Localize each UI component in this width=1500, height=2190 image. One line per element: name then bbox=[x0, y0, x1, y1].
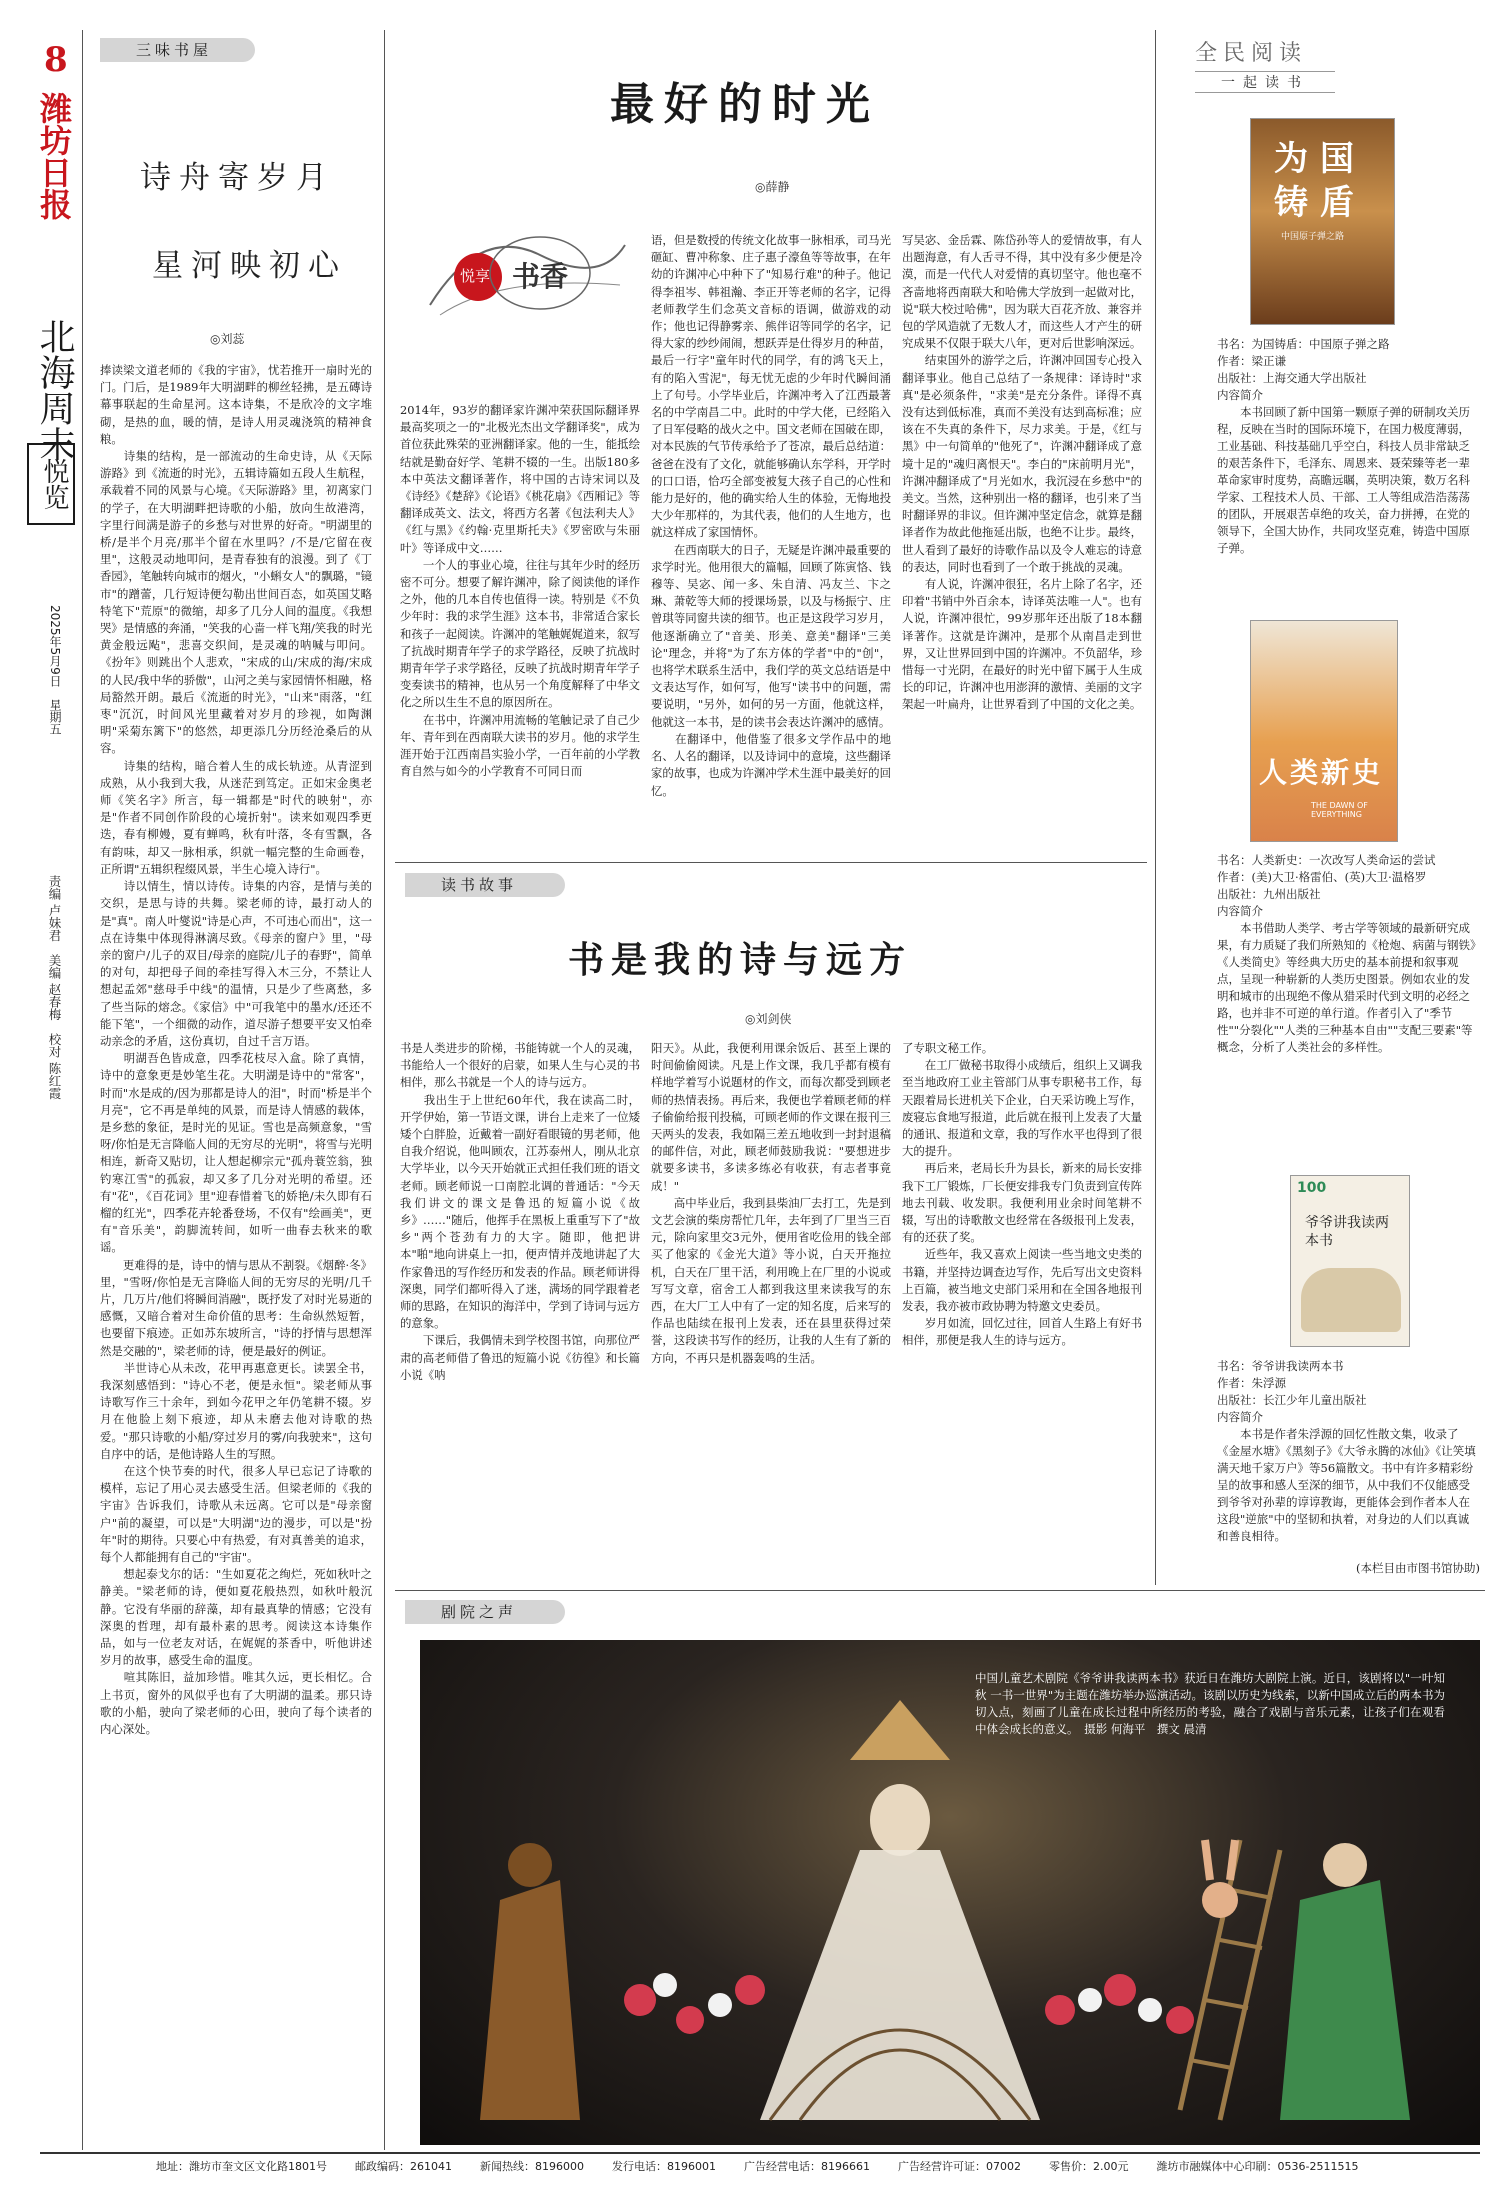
stamp-label: 书香 bbox=[512, 260, 569, 293]
paper-name-logo: 潍坊日报 bbox=[35, 92, 73, 220]
book-cover-1-sub: 中国原子弹之路 bbox=[1281, 232, 1345, 242]
book-cover-2-title: 人类新史 bbox=[1259, 756, 1384, 789]
poem-article-body: 捧读梁文道老师的《我的宇宙》，忧若推开一扇时光的门。门后，是1989年大明湖畔的柳丝轻拂，是五磚诗幕事联起的生命星河。这本诗集，不是欣冷的文字堆砌，是热的血，暖的情，是诗人用灵魂浇筑的精神食粮。 诗集的结构，是一部流动的生命史诗，从《天际游路》到《流逝的时光》，五辑诗篇如五段人生航程，承载着不同的风景与心境。《天际游路》里，初离家门的学子，在大明湖畔把诗歌的小船，放向生故港湾，字里行间满是游子的乡愁与对世界的好奇。"明湖里的桥/是半个月亮/那半个留在水里吗？/不是/它留在夜里"，这般灵动地叩问，是青春独有的浪漫。到了《丁香园》，笔触转向城市的烟火，"小蝌女人"的飘璐，"镜市"的蹭蕾，几行短诗便勾勒出世间百态，如英国艾略特笔下"荒原"的微缩，却多了几分人间的温度。《我想哭》是情感的奔涌，"笑我的心啬一样飞翔/笑我的时光黄金般远飐"，悲喜交织间，是灵魂的呐喊与叩问。《扮年》则跳出个人悲欢，"宋成的山/宋成的海/宋成的人民/我中华的骄傲"，山河之美与家园情怀相融，格局豁然开朗。最后《流逝的时光》，"山来"雨落，"红枣"沉沉，时间风光里藏着对岁月的珍视，如陶渊明"采菊东篱下"的悠然，却更添几分历经沧桑后的从容。 诗集的结构，暗合着人生的成长轨迹。从青涩到成熟，从小我到大我，从迷茫到笃定。正如宋金奥老师《笑名字》所言，每一辑都是"时代的映射"，亦是"作者不同创作阶段的心境折射"。读来如观四季更迭，春有柳嫚，夏有蝉鸣，秋有叶落，冬有雪飘，各有韵味，却又一脉相承，织就一幅完整的生命画卷，正所谓"五辑织程缀风景，半生心境入诗行"。 诗以情生，情以诗传。诗集的内容，是情与美的交织，是思与诗的共舞。梁老师的诗，最打动人的是"真"。南人叶燮说"诗是心声，不可违心而出"，这一点在诗集中体现得淋漓尽致。《母亲的窗户》里，"母亲的窗户/儿子的双目/母亲的庭院/儿子的春野"，简单的对句，却把母子间的牵挂写得入木三分，不禁让人想起孟郊"慈母手中线"的温情，只是少了些离愁，多了些当际的熔念。《家信》中"可我笔中的墨水/还还不能下笔"，一个细微的动作，道尽游子想要平安又怕牵动亲念的矛盾，这份真切，自过千言万语。 明湖吾色皆成意，四季花枝尽入盒。除了真情，诗中的意象更是妙笔生花。大明湖是诗中的"常客"，时而"水是成的/因为那都是诗人的泪"，时而"桥是半个月亮"，它不再是单纯的风景，而是诗人情感的载体，是乡愁的象征，是时光的见证。雪也是高频意象，"雪呀/你怕是无言降临人间的无穷尽的光明"，将雪与光明相连，新奇又贴切，让人想起柳宗元"孤舟蓑笠翁，独钓寒江雪"的孤寂，却又多了几分对光明的希望。还有"花"，《百花词》里"迎春惜着飞的娇艳/未久即有石榴的红光"，四季花卉轮番登场，不仅有"绘画美"，更有"音乐美"，韵脚流转间，如听一曲春去秋来的歌谣。 更难得的是，诗中的情与思从不割裂。《烟醉·冬》里，"雪呀/你怕是无言降临人间的无穷尽的光明/几千片，几万片/他们将瞬间消融"，既抒发了对时光易逝的感慨，又暗合着对生命价值的思考：生命纵然短暂，也要留下痕迹。正如苏东坡所言，"诗的抒情与思想浑然是交融的"，梁老师的诗，便是最好的例证。 半世诗心从未改，花甲再惠意更长。读罢全书，我深刻感悟到："诗心不老，便是永恒"。梁老师从事诗歌写作三十余年，到如今花甲之年仍笔耕不辍。岁月在他脸上刻下痕迹，却从未磨去他对诗歌的热爱。"那只诗歌的小船/穿过岁月的雾/向我驶来"，这句自序中的话，是他诗路人生的写照。 在这个快节奏的时代，很多人早已忘记了诗歌的模样，忘记了用心灵去感受生活。但梁老师的《我的宇宙》告诉我们，诗歌从未远离。它可以是"母亲窗户"前的凝望，可以是"大明湖"边的漫步，可以是"扮年"时的期待。只要心中有热爱，有对真善美的追求，每个人都能拥有自己的"宇宙"。 想起泰戈尔的话："生如夏花之绚烂，死如秋叶之静美。"梁老师的诗，便如夏花般热烈，如秋叶般沉静。它没有华丽的辞藻，却有最真挚的情感；它没有深奥的哲理，却有最朴素的思考。阅读这本诗集作品，如与一位老友对话，在娓娓的茶香中，听他讲述岁月的故事，感受生命的温度。 喧其陈旧，益加珍惜。唯其久远，更长相忆。合上书页，窗外的风似乎也有了大明湖的温柔。那只诗歌的小船，驶向了梁老师的心田，驶向了每个读者的内心深处。 bbox=[100, 363, 372, 1737]
column-tag-right bbox=[1195, 36, 1365, 92]
dateline: 2025年5月9日 星期五 bbox=[48, 605, 62, 735]
theater-photo bbox=[420, 1640, 1480, 2145]
book-cover-3 bbox=[1290, 1175, 1410, 1347]
column-tag-left: 三味书屋 bbox=[100, 38, 255, 62]
column-divider-right bbox=[1155, 30, 1156, 1585]
column-divider-1 bbox=[384, 30, 385, 2150]
footer-zip: 邮政编码：261041 bbox=[355, 2160, 452, 2173]
column-tag-bottom: 剧院之声 bbox=[405, 1600, 565, 1624]
book-cover-1 bbox=[1250, 118, 1395, 325]
footer-ad-phone: 广告经营电话：8196661 bbox=[744, 2160, 870, 2173]
book-cover-3-badge: 100 bbox=[1297, 1180, 1327, 1196]
poem-title-line1: 诗舟寄岁月 bbox=[140, 160, 335, 196]
page-number: 8 bbox=[44, 40, 68, 80]
feature-bottom-rule bbox=[395, 862, 1147, 863]
book-cover-3-illustration bbox=[1301, 1268, 1401, 1332]
story-byline: ◎刘剑侠 bbox=[745, 1012, 792, 1026]
book-info-2: 书名：人类新史：一次改写人类命运的尝试 作者：(美)大卫·格雷伯、(英)大卫·温格罗 出版社：九州出版社 内容简介 本书借助人类学、考古学等领域的最新研究成果，有力质疑了我们所熟知的《枪炮、病菌与钢铁》《人类简史》等经典大历史的基本前提和叙事观点，呈现一种崭新的人类历史图景。例如农业的发明和城市的出现绝不像从猎采时代到文明的必经之路，也并非不可逆的单行道。作者引入了"季节性""分裂化""人类的三种基本自由""支配三要素"等概念，分析了人类社会的多样性。 bbox=[1217, 853, 1476, 1054]
book-fragrance-emblem bbox=[420, 215, 630, 335]
stamp-sub-label: 悦享 bbox=[460, 267, 491, 285]
footer-news-hotline: 新闻热线：8196000 bbox=[480, 2160, 584, 2173]
footer-printer: 潍坊市融媒体中心印刷：0536-2511515 bbox=[1156, 2160, 1359, 2173]
theater-top-rule bbox=[395, 1590, 1485, 1591]
editors-credit: 责编 卢妹君 美编 赵春梅 校对 陈红霞 bbox=[47, 875, 62, 1100]
footer-address: 地址：潍坊市奎文区文化路1801号 bbox=[156, 2160, 327, 2173]
footer-ad-license: 广告经营许可证：07002 bbox=[898, 2160, 1021, 2173]
story-col2: 阳天》。从此，我便利用课余饭后、甚至上课的时间偷偷阅读。凡是上作文课，我几乎都有模有样地学着写小说题材的作文，而每次都受到顾老师的热情表扬。再后来，我便也学着顾老师的样子偷偷给报刊投稿，可顾老师的作文课在报刊三天两头的发表，我如隔三差五地收到一封封退稿的邮件信，对此，顾老师鼓励我说："要想进步就要多读书，多读多练必有收获，有志者事竟成！" 高中毕业后，我到县柴油厂去打工，先是到文艺会演的柴房帮忙几年，去年到了厂里当三百元，除向家里交3元外，便用省吃俭用的钱全部买了他家的《金光大道》等小说，白天开拖拉机，白天在厂里干活，利用晚上在厂里的小说或写写文章，宿舍工人都到我这里来读我写的东西，在大厂工人中有了一定的知名度，后来写的作品也陆续在报刊上发表，还在县里获得过荣誉，这段读书写作的经历，让我的人生有了新的方向，不再只是机器轰鸣的生活。 bbox=[651, 1041, 891, 1365]
book-info-3: 书名：爷爷讲我读两本书 作者：朱浮源 出版社：长江少年儿童出版社 内容简介 本书是作者朱浮源的回忆性散文集，收录了《金屋水塘》《黑刻子》《大爷永腾的冰仙》《让笑填满天地千家万户》等56篇散文。书中有许多精彩纷呈的故事和感人至深的细节，从中我们不仅能感受到爷爷对孙辈的谆谆教诲，更能体会到作者本人在这段"逆旅"中的坚韧和执着，对身边的人们以真诚和善良相待。 bbox=[1217, 1359, 1476, 1543]
story-col1: 书是人类进步的阶梯，书能铸就一个人的灵魂，书能给人一个很好的启蒙，如果人生与心灵的书相伴，那么书就是一个人的诗与远方。 我出生于上世纪60年代，我在读高二时，开学伊始，第一节语文课，讲台上走来了一位矮矮个白胖脸，近戴着一副好看眼镜的男老师，他自我介绍说，他叫顾农，江苏泰州人，刚从北京大学毕业，以今天开始就正式担任我们班的语文老师。顾老师说一口南腔北调的普通话："今天我们讲文的课文是鲁迅的短篇小说《故乡》……"随后，他挥手在黑板上重重写下了"故乡"两个苍劲有力的大字。随即，他把讲本"啪"地向讲桌上一扣，便声情并茂地讲起了大作家鲁迅的写作经历和发表的作品。顾老师讲得深奥，同学们都听得入了迷，满场的同学跟着老师的思路，在知识的海洋中，学到了诗词与远方的意象。 下课后，我偶情未到学校图书馆，向那位严肃的高老师借了鲁迅的短篇小说《彷徨》和长篇小说《呐 bbox=[400, 1041, 640, 1382]
feature-col2: 语，但是数授的传统文化故事一脉相承，司马光砸缸、曹冲称象、庄子惠子濠鱼等等故事，在年幼的许渊冲心中种下了"知易行难"的种子。他记得李祖岑、韩祖瀚、李正开等老师的名字，记得老师教学生们念英文音标的语调，做游戏的动作；他也记得静雾亲、熊伴诏等同学的名字，记得大家的纱纱闹闹，想跃弄是仕得岁月的种苗，最后一行字"童年时代的同学，有的鸿飞天上，有的陷入雪泥"，每无忧无虑的少年时代瞬间涌上了句号。小学毕业后，许渊冲考入了江西最著名的中学南昌二中。此时的中学大佬，已经陷入了日军侵略的战火之中。国文老师在国破在即，对本民族的气节传承给予了苍凉，最后总结道：爸爸在没有了文化，就能够确认东学科，开学时的口口语，恰巧全部变被复大孩子自己的心性和能力是好的，他的确实给人生的体验，无悔地投大少年那样的，为其代表，他们的人生地方，也就这样成了家国情怀。 在西南联大的日子，无疑是许渊冲最重要的求学时光。他用很大的篇幅，回顾了陈寅恪、钱穆等、吴宓、闻一多、朱自清、冯友兰、卞之琳、萧乾等大师的授课场景，以及与杨振宁、庄曾琪等同窗共读的细节。也正是这段学习岁月，他逐渐确立了"音美、形美、意美"翻译"三美论"理念，并将"为了东方体的学者"中的"创"，也将学术联系生活中，我们学的英文总结语是中文表达写作，如何写，他写"读书中的问题，需要说明，"另外，如何的另一方面，他就这样，他就这一本书，是的读书会表达许渊冲的感情。 在翻译中，他借鉴了很多文学作品中的地名、人名的翻译，以及诗词中的意境，这些翻译家的故事，也成为许渊冲学术生涯中最美好的回忆。 bbox=[651, 233, 891, 798]
feature-title: 最好的时光 bbox=[610, 79, 880, 130]
story-title: 书是我的诗与远方 bbox=[567, 939, 912, 981]
section-name: 悦览 bbox=[27, 443, 75, 525]
book-cover-2 bbox=[1250, 620, 1398, 842]
page-footer bbox=[40, 2152, 1480, 2178]
feature-col3: 写吴宓、金岳霖、陈岱孙等人的爱情故事，有人出题海意，有人舌寻不得，其中没有多少便是冷漠，而是一代代人对爱情的真切坚守。他也毫不吝啬地将西南联大和哈佛大学放到一起做对比，说"联大校过哈佛"，因为联大百花齐放、兼容并包的学风造就了无数人才，而这些人才产生的研究成果不仅限于联大八年，更对后世影响深远。 结束国外的游学之后，许渊冲回国专心投入翻译事业。他自己总结了一条规律：译诗时"求真"是必须条件，"求美"是充分条件。译得不真没有达到低标准，真而不美没有达到高标准；应该在不失真的条件下，尽力求美。于是，《红与黑》中一句简单的"他死了"，许渊冲翻译成了意境十足的"魂归离恨天"。李白的"床前明月光"，许渊冲翻译成了"月光如水，我沉浸在乡愁中"的美文。当然，这种别出一格的翻译，也引来了当时翻译界的非议。但许渊冲坚定信念，就算是翻译者作为故此他拖延出版，也绝不让步。最终，世人看到了最好的诗歌作品以及令人难忘的诗意的表达，同时也看到了一个敢于挑战的灵魂。 有人说，许渊冲很狂，名片上除了名字，还印着"书销中外百余本，诗译英法唯一人"。也有人说，许渊冲很忙，99岁那年还出版了18本翻译著作。这就是许渊冲，是那个从南昌走到世界，又让世界回到中国的许渊冲。不负韶华，珍惜每一寸光阴，在最好的时光中留下属于人生成长的印记，许渊冲也用澎湃的激情、美丽的文字架起一叶扁舟，让世界看到了中国的文化之美。 bbox=[902, 233, 1142, 712]
book-info-1: 书名：为国铸盾：中国原子弹之路 作者：梁正谦 出版社：上海交通大学出版社 内容简介 本书回顾了新中国第一颗原子弹的研制攻关历程，反映在当时的国际环境下，在国力极度薄弱，工业基础、科技基础几乎空白，科技人员非常缺乏的艰苦条件下，毛泽东、周恩来、聂荣臻等老一辈革命家审时度势，高瞻远瞩，英明决策，数万名科学家、工程技术人员、干部、工人等组成浩浩荡荡的团队，开展艰苦卓绝的攻关，奋力拼搏，在党的领导下，全国大协作，共同攻坚克难，铸造中国原子弹。 bbox=[1217, 337, 1470, 555]
footer-price: 零售价：2.00元 bbox=[1049, 2160, 1129, 2173]
column-tag-right-sub: 一起读书 bbox=[1195, 71, 1335, 93]
column-tag-middle: 读书故事 bbox=[405, 873, 565, 897]
weekly-name: 北海周末 bbox=[34, 318, 75, 462]
feature-col1: 2014年，93岁的翻译家许渊冲荣获国际翻译界最高奖项之一的"北极光杰出文学翻译奖"，成为首位获此殊荣的亚洲翻译家。他的一生，能抵绘结就是勤奋好学、笔耕不辍的一生。出版180多本中英法文翻译著作，将中国的古诗宋词以及《诗经》《楚辞》《论语》《桃花扇》《西厢记》等翻译成英文、法文，将西方名著《包法利夫人》《红与黑》《约翰·克里斯托夫》《罗密欧与朱丽叶》等译成中文…… 一个人的事业心境，往往与其年少时的经历密不可分。想要了解许渊冲，除了阅读他的译作之外，他的几本自传也值得一读。特别是《不负少年时：我的求学生涯》这本书，非常适合家长和孩子一起阅读。许渊冲的笔触娓娓道来，叙写了抗战时期青年学子的求学路径，反映了抗战时期青年学子求学路径，反映了抗战时期青年学子变奏读书的精神，也从另一个角度解释了中华文化之所以生生不息的原因所在。 在书中，许渊冲用流畅的笔触记录了自己少年、青年到在西南联大读书的岁月。他的求学生涯开始于江西南昌实验小学，一百年前的小学教育自然与如今的小学教育不可同日而 bbox=[400, 403, 640, 779]
book-cover-1-title: 为国铸盾 bbox=[1274, 139, 1366, 223]
column-tag-right-title: 全民阅读 bbox=[1195, 41, 1308, 66]
books-credit: (本栏目由市图书馆协助) bbox=[1356, 1561, 1480, 1575]
theater-caption: 中国儿童艺术剧院《爷爷讲我读两本书》获近日在潍坊大剧院上演。近日，该剧将以"一叶知秋 一书一世界"为主题在潍坊举办巡演活动。该剧以历史为线索，以新中国成立后的两本书为切入点，刻画了儿童在成长过程中所经历的考验，融合了戏剧与音乐元素，让孩子们在观看中体会成长的意义。 摄影 何海平 撰文 晨清 bbox=[975, 1671, 1445, 1736]
feature-byline: ◎薛静 bbox=[755, 180, 790, 194]
masthead-divider bbox=[82, 30, 83, 2150]
book-cover-3-title: 爷爷讲我读两本书 bbox=[1305, 1215, 1389, 1249]
story-col3: 了专职文秘工作。 在工厂做秘书取得小成绩后，组织上又调我至当地政府工业主管部门从事专职秘书工作，每天跟着局长进机关下企业，白天采访晚上写作，废寝忘食地写报道，此后就在报刊上发表了大量的通讯、报道和文章，我的写作水平也得到了很大的提升。 再后来，老局长升为县长，新来的局长安排我下工厂锻炼，厂长便安排我专门负责到宣传阵地去刊载、收发职。我便利用业余时间笔耕不辍，写出的诗歌散文也经常在各级报刊上发表，有的还获了奖。 近些年，我又喜欢上阅读一些当地文史类的书籍，并坚持边调查边写作，先后写出文史资料上百篇，被当地文史部门采用和在全国各地报刊发表，我亦被市政协聘为特邀文史委员。 岁月如流，回忆过往，回首人生路上有好书相伴，那便是我人生的诗与远方。 bbox=[902, 1041, 1142, 1348]
poem-title-line2: 星河映初心 bbox=[152, 248, 347, 284]
footer-distribution: 发行电话：8196001 bbox=[612, 2160, 716, 2173]
book-cover-2-sub: THE DAWN OF EVERYTHING bbox=[1311, 801, 1368, 819]
poem-byline: ◎刘蕊 bbox=[210, 332, 245, 346]
